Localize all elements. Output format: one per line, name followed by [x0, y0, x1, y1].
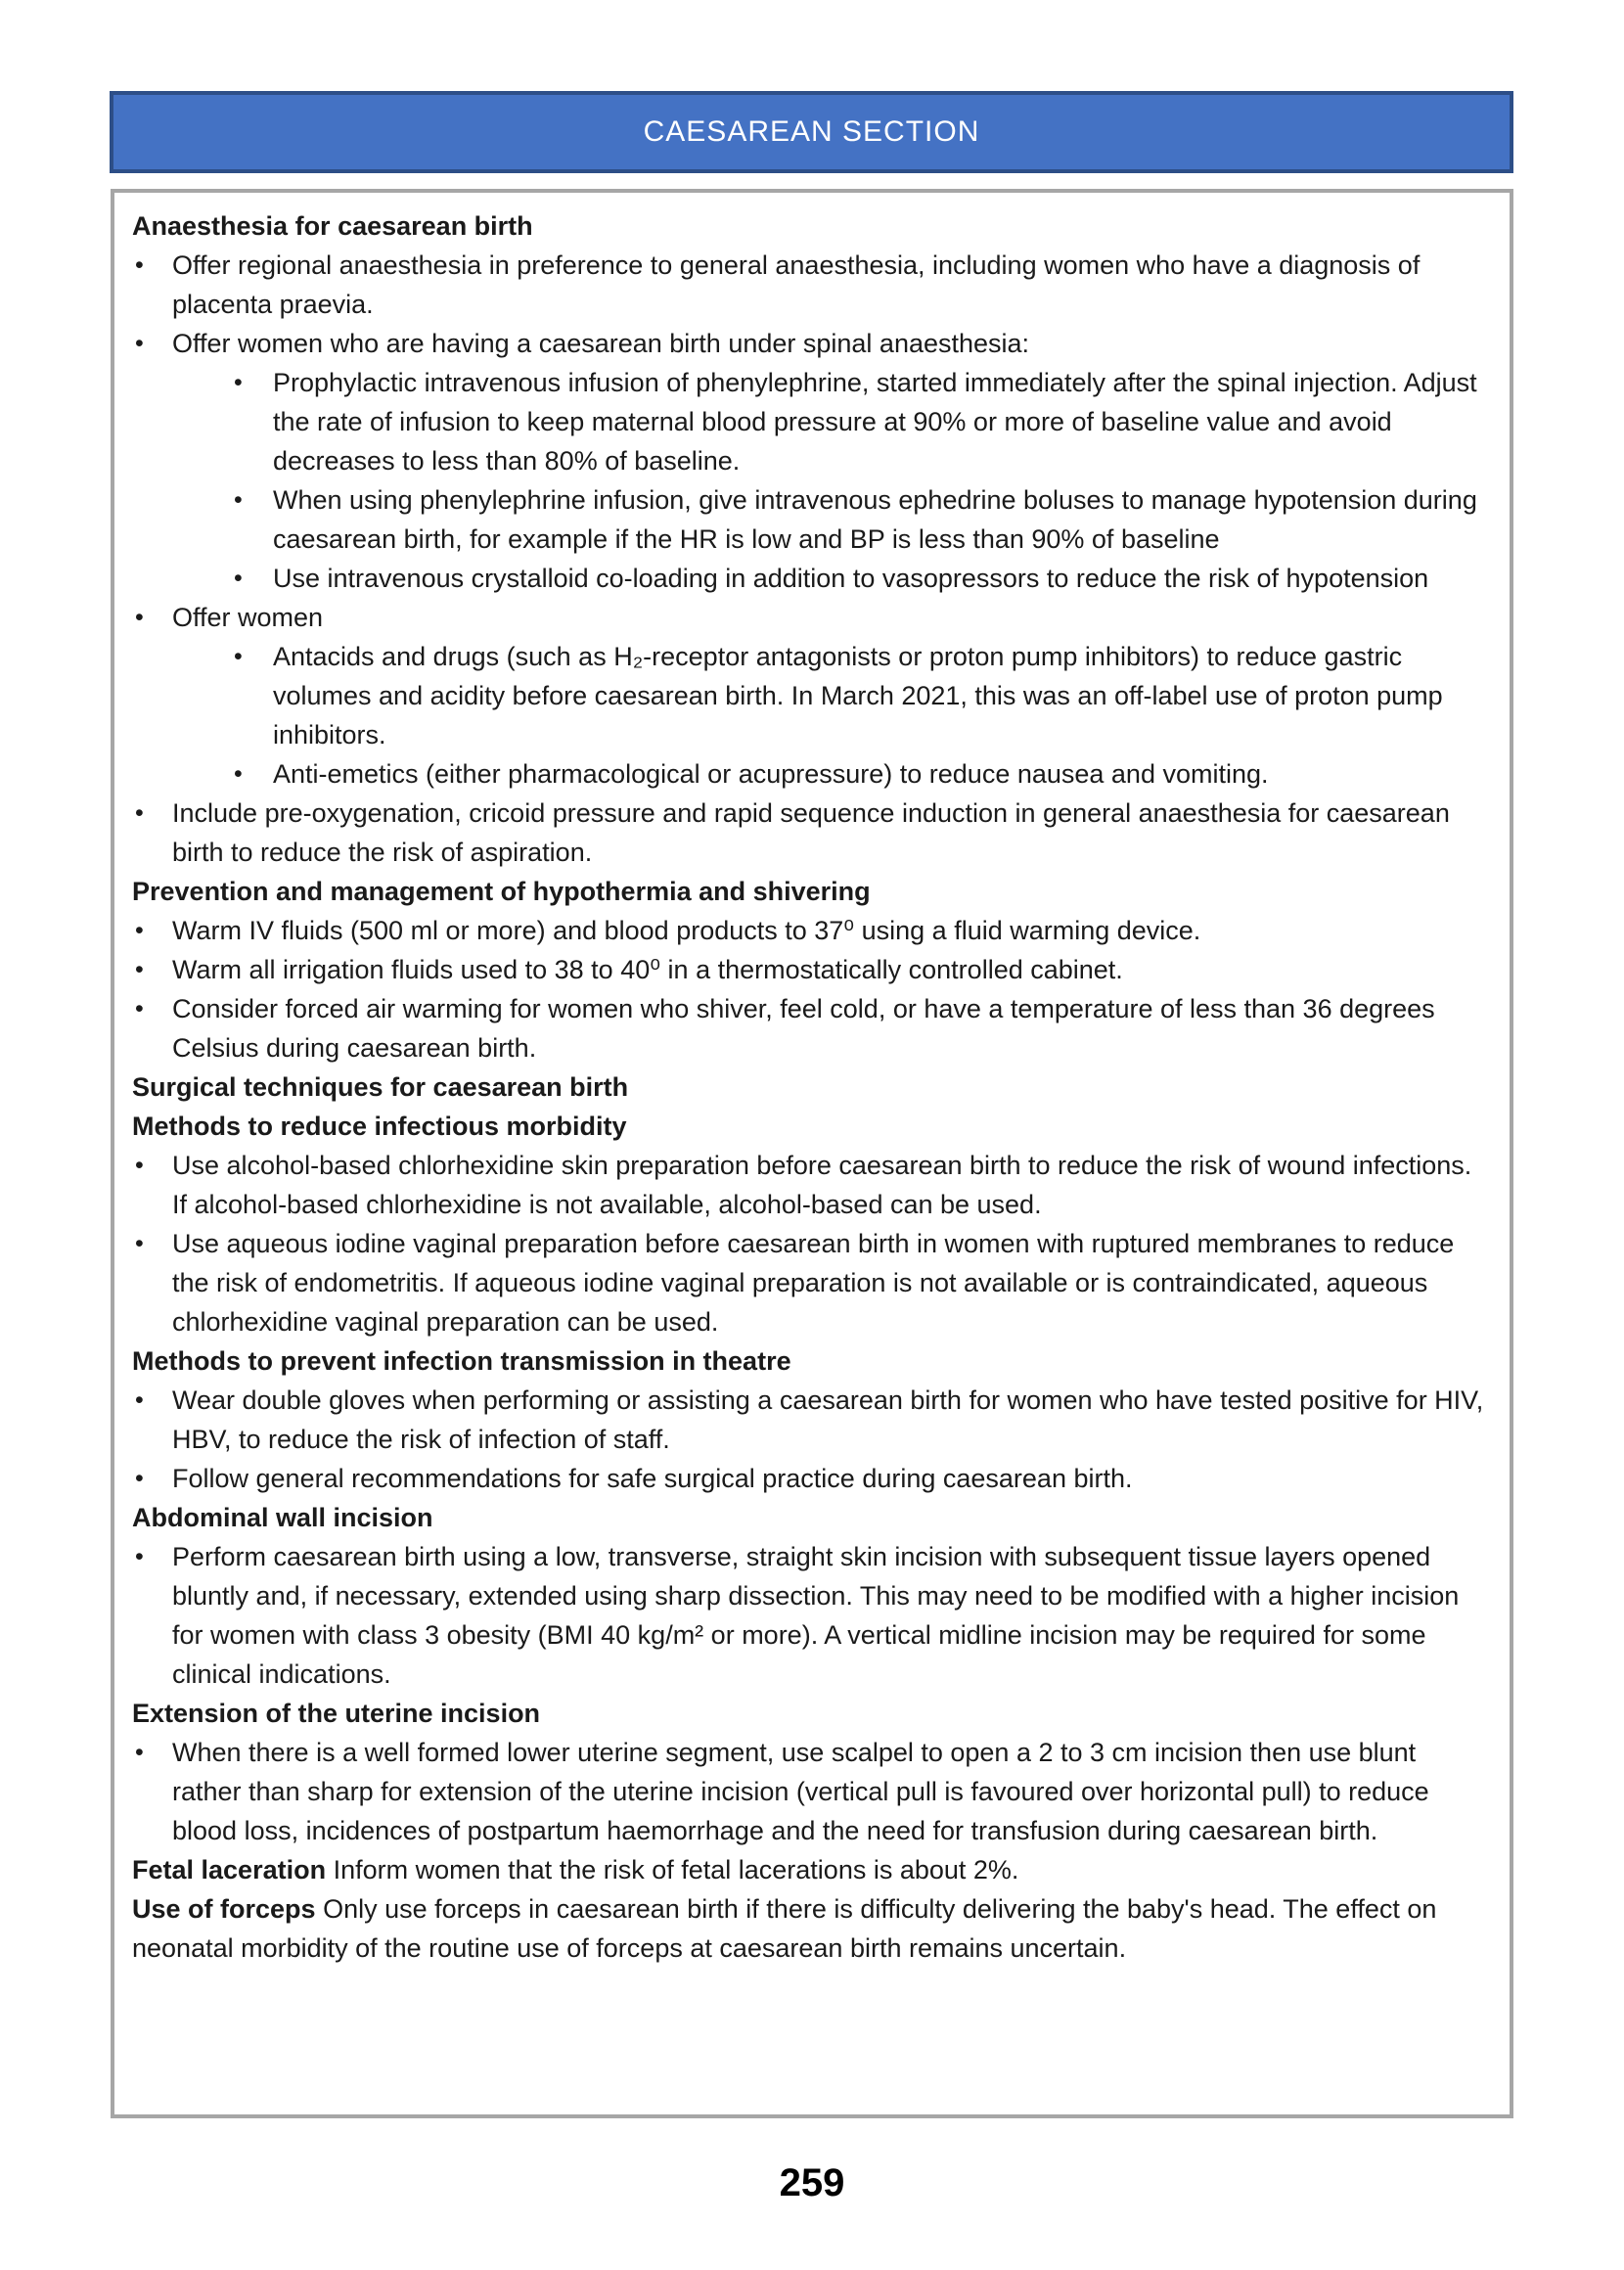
bullet-text: Wear double gloves when performing or assisting a caesarean birth for women who have tested positive for HIV, HBV, to reduce the risk of infection of staff.: [172, 1385, 1484, 1454]
bullet-item: [132, 1381, 1486, 1459]
bullet-icon: •: [135, 1739, 144, 1766]
paragraph: [132, 1850, 1486, 1889]
bullet-text: Offer women: [172, 603, 324, 632]
bullet-icon: •: [135, 251, 144, 279]
bullet-text: Warm all irrigation fluids used to 38 to 40⁰ in a thermostatically controlled cabinet.: [172, 955, 1123, 984]
bullet-item: [132, 1537, 1486, 1694]
bullet-icon: •: [135, 1543, 144, 1570]
bullet-item: [132, 637, 1486, 754]
paragraph-text: Inform women that the risk of fetal lacerations is about 2%.: [333, 1855, 1019, 1884]
bullet-text: Warm IV fluids (500 ml or more) and blood products to 37⁰ using a fluid warming device.: [172, 916, 1201, 945]
bullet-text: Offer women who are having a caesarean birth under spinal anaesthesia:: [172, 329, 1030, 358]
bullet-text: Prophylactic intravenous infusion of phenylephrine, started immediately after the spinal injection. Adjust the rate of infusion to keep maternal blood pressure at 90% or more of baseline value and avoid decreases to less than 80% of baseline.: [273, 368, 1477, 476]
document-title: CAESAREAN SECTION: [643, 115, 980, 148]
bullet-item: [132, 950, 1486, 989]
bullet-text: When there is a well formed lower uterine segment, use scalpel to open a 2 to 3 cm incision then use blunt rather than sharp for extension of the uterine incision (vertical pull is favoured over horizontal pull) to reduce blood loss, incidences of postpartum haemorrhage and the need for transfusion during caesarean birth.: [172, 1738, 1429, 1845]
content-box: [111, 189, 1513, 2118]
section-heading: Methods to reduce infectious morbidity: [132, 1112, 627, 1141]
bullet-item: [132, 1224, 1486, 1341]
section-heading: Anaesthesia for caesarean birth: [132, 211, 533, 241]
paragraph: [132, 1889, 1486, 1968]
bullet-text: When using phenylephrine infusion, give intravenous ephedrine boluses to manage hypotension during caesarean birth, for example if the HR is low and BP is less than 90% of baseline: [273, 485, 1477, 554]
bullet-text: Follow general recommendations for safe surgical practice during caesarean birth.: [172, 1464, 1133, 1493]
bullet-item: [132, 1146, 1486, 1224]
bullet-icon: •: [234, 760, 243, 788]
paragraph-lead: Fetal laceration: [132, 1855, 327, 1884]
bullet-text: Use intravenous crystalloid co-loading in addition to vasopressors to reduce the risk of hypotension: [273, 564, 1429, 593]
bullet-item: [132, 911, 1486, 950]
bullet-icon: •: [135, 956, 144, 983]
paragraph-text: Only use forceps in caesarean birth if there is difficulty delivering the baby's head. The effect on neonatal morbidity of the routine use of forceps at caesarean birth remains uncertain.: [132, 1894, 1437, 1963]
bullet-icon: •: [135, 1386, 144, 1414]
section-heading: Methods to prevent infection transmission in theatre: [132, 1346, 791, 1376]
paragraph-lead: Use of forceps: [132, 1894, 316, 1924]
bullet-icon: •: [135, 604, 144, 631]
bullet-icon: •: [135, 330, 144, 357]
bullet-item: [132, 480, 1486, 559]
bullet-icon: •: [135, 1465, 144, 1492]
bullet-icon: •: [135, 917, 144, 944]
bullet-item: [132, 754, 1486, 794]
bullet-text: Offer regional anaesthesia in preference to general anaesthesia, including women who have a diagnosis of placenta praevia.: [172, 250, 1421, 319]
bullet-icon: •: [135, 995, 144, 1022]
bullet-icon: •: [234, 369, 243, 396]
bullet-icon: •: [135, 1152, 144, 1179]
bullet-icon: •: [135, 1230, 144, 1257]
bullet-text: Include pre-oxygenation, cricoid pressure and rapid sequence induction in general anaesthesia for caesarean birth to reduce the risk of aspiration.: [172, 798, 1450, 867]
page-number: 259: [779, 2161, 845, 2204]
section-heading: Prevention and management of hypothermia and shivering: [132, 877, 871, 906]
bullet-text: Consider forced air warming for women who shiver, feel cold, or have a temperature of less than 36 degrees Celsius during caesarean birth.: [172, 994, 1435, 1063]
bullet-text: Antacids and drugs (such as H₂-receptor antagonists or proton pump inhibitors) to reduce gastric volumes and acidity before caesarean birth. In March 2021, this was an off-label use of proton pump inhibitors.: [273, 642, 1443, 749]
bullet-text: Anti-emetics (either pharmacological or acupressure) to reduce nausea and vomiting.: [273, 759, 1269, 789]
bullet-text: Perform caesarean birth using a low, transverse, straight skin incision with subsequent tissue layers opened bluntly and, if necessary, extended using sharp dissection. This may need to be modified with a higher incision for women with class 3 obesity (BMI 40 kg/m² or more). A vertical midline incision may be required for some clinical indications.: [172, 1542, 1460, 1689]
section-heading: Abdominal wall incision: [132, 1503, 433, 1532]
bullet-item: [132, 246, 1486, 324]
bullet-item: [132, 794, 1486, 872]
section-heading: Extension of the uterine incision: [132, 1699, 541, 1728]
bullet-item: [132, 989, 1486, 1067]
bullet-icon: •: [135, 799, 144, 827]
bullet-item: [132, 363, 1486, 480]
bullet-item: [132, 559, 1486, 598]
section-heading: Surgical techniques for caesarean birth: [132, 1072, 629, 1102]
bullet-icon: •: [234, 486, 243, 514]
bullet-item: [132, 1459, 1486, 1498]
bullet-item: [132, 1733, 1486, 1850]
bullet-item: [132, 598, 1486, 637]
bullet-text: Use alcohol-based chlorhexidine skin preparation before caesarean birth to reduce the risk of wound infections. If alcohol-based chlorhexidine is not available, alcohol-based can be used.: [172, 1151, 1472, 1219]
bullet-item: [132, 324, 1486, 363]
bullet-text: Use aqueous iodine vaginal preparation before caesarean birth in women with ruptured membranes to reduce the risk of endometritis. If aqueous iodine vaginal preparation is not available or is contraindicated, aqueous chlorhexidine vaginal preparation can be used.: [172, 1229, 1455, 1337]
document-title-bar: [110, 91, 1513, 173]
bullet-icon: •: [234, 565, 243, 592]
bullet-icon: •: [234, 643, 243, 670]
